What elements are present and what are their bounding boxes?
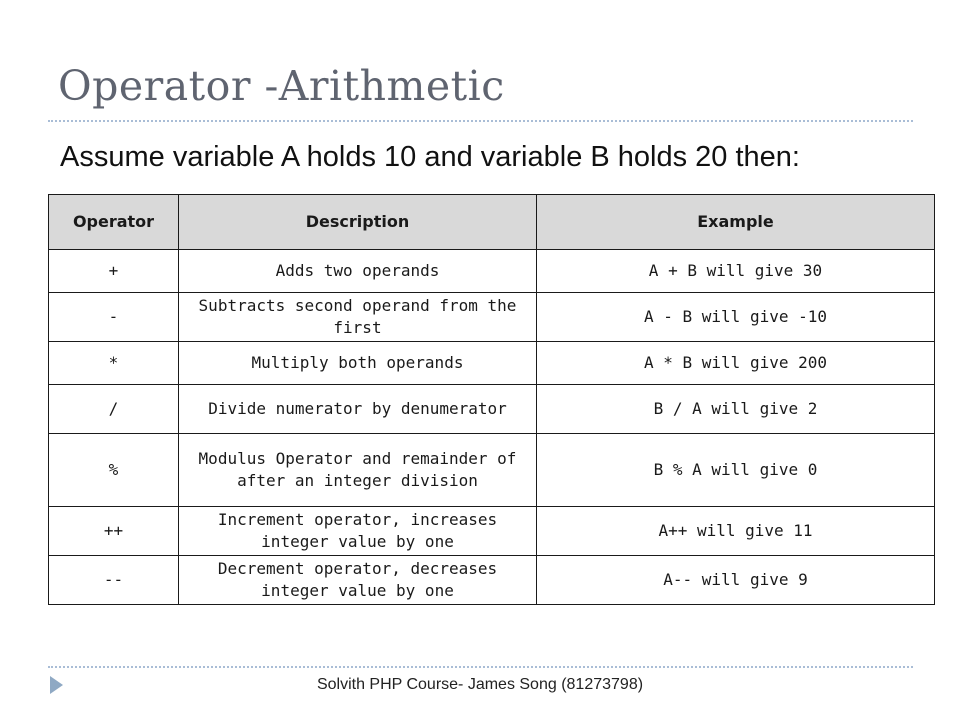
operator-cell: / bbox=[49, 385, 179, 434]
table-header-row bbox=[49, 195, 935, 250]
example-cell: A + B will give 30 bbox=[537, 250, 935, 293]
table-row bbox=[49, 250, 935, 293]
example-cell: A-- will give 9 bbox=[537, 556, 935, 605]
example-cell: A - B will give -10 bbox=[537, 293, 935, 342]
operator-cell: ++ bbox=[49, 507, 179, 556]
header-operator: Operator bbox=[49, 195, 179, 250]
description-cell: Subtracts second operand from the first bbox=[179, 293, 537, 342]
operator-cell: -- bbox=[49, 556, 179, 605]
table-row bbox=[49, 385, 935, 434]
example-cell: A * B will give 200 bbox=[537, 342, 935, 385]
example-cell: A++ will give 11 bbox=[537, 507, 935, 556]
slide-subtitle: Assume variable A holds 10 and variable B holds 20 then: bbox=[60, 141, 800, 173]
operator-cell: + bbox=[49, 250, 179, 293]
description-cell: Modulus Operator and remainder of after an integer division bbox=[179, 434, 537, 507]
header-description: Description bbox=[179, 195, 537, 250]
footer-divider bbox=[48, 666, 913, 668]
example-cell: B % A will give 0 bbox=[537, 434, 935, 507]
operator-cell: - bbox=[49, 293, 179, 342]
description-cell: Decrement operator, decreases integer value by one bbox=[179, 556, 537, 605]
table-row bbox=[49, 507, 935, 556]
table-row bbox=[49, 434, 935, 507]
operator-cell: % bbox=[49, 434, 179, 507]
example-cell: B / A will give 2 bbox=[537, 385, 935, 434]
table-row bbox=[49, 556, 935, 605]
description-cell: Multiply both operands bbox=[179, 342, 537, 385]
operator-cell: * bbox=[49, 342, 179, 385]
table-row bbox=[49, 293, 935, 342]
header-example: Example bbox=[537, 195, 935, 250]
operator-table bbox=[48, 194, 935, 605]
slide-footer: Solvith PHP Course- James Song (81273798) bbox=[316, 676, 644, 693]
description-cell: Increment operator, increases integer value by one bbox=[179, 507, 537, 556]
table-row bbox=[49, 342, 935, 385]
slide-title: Operator -Arithmetic bbox=[58, 62, 505, 110]
description-cell: Divide numerator by denumerator bbox=[179, 385, 537, 434]
description-cell: Adds two operands bbox=[179, 250, 537, 293]
title-divider bbox=[48, 120, 913, 122]
